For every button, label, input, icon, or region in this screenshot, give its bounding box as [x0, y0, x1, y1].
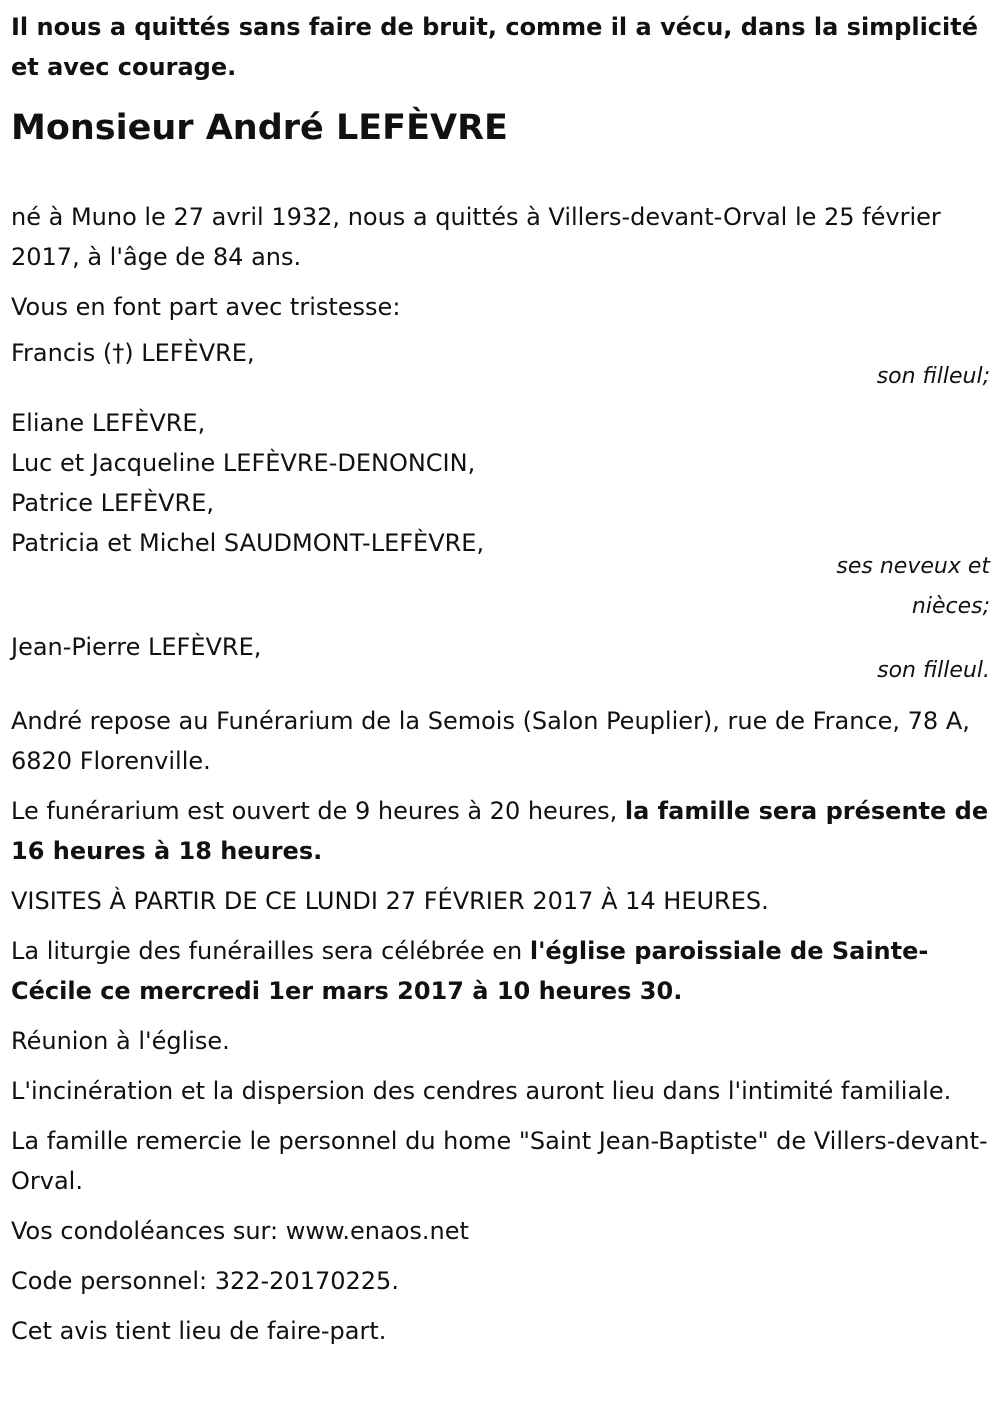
family-name: Eliane LEFÈVRE,: [11, 409, 206, 437]
family-francis: [11, 333, 990, 397]
personal-code: Code personnel: 322-20170225.: [11, 1267, 399, 1295]
epigraph: Il nous a quittés sans faire de bruit, comme il a vécu, dans la simplicité et avec courage.: [11, 13, 979, 81]
family-name: Patricia et Michel SAUDMONT-LEFÈVRE,: [11, 529, 485, 557]
liturgy-text: La liturgie des funérailles sera célébrée en: [11, 937, 530, 965]
family-name: Jean-Pierre LEFÈVRE,: [11, 633, 262, 661]
visits-info: VISITES À PARTIR DE CE LUNDI 27 FÉVRIER 2017 À 14 HEURES.: [11, 887, 769, 915]
liturgy-info: [11, 931, 990, 1011]
family-name: Francis (†) LEFÈVRE,: [11, 339, 255, 367]
family-name: Luc et Jacqueline LEFÈVRE-DENONCIN,: [11, 449, 476, 477]
deceased-name: Monsieur André LEFÈVRE: [11, 108, 508, 148]
closing-note: Cet avis tient lieu de faire-part.: [11, 1317, 387, 1345]
thanks-info: La famille remercie le personnel du home "Saint Jean-Baptiste" de Villers-devant-Orval.: [11, 1127, 988, 1195]
birth-death-info: né à Muno le 27 avril 1932, nous a quittés à Villers-devant-Orval le 25 février 2017, à l'âge de 84 ans.: [11, 203, 941, 271]
liturgy-place-date: l'église paroissiale de Sainte-Cécile ce mercredi 1er mars 2017 à 10 heures 30.: [11, 937, 929, 1005]
family-relation: son filleul.: [877, 658, 990, 683]
family-relation: son filleul;: [876, 364, 990, 389]
opening-hours-text: Le funérarium est ouvert de 9 heures à 20 heures,: [11, 797, 625, 825]
opening-hours: [11, 791, 990, 871]
family-group: [11, 403, 990, 627]
cremation-info: L'incinération et la dispersion des cendres auront lieu dans l'intimité familiale.: [11, 1077, 952, 1105]
condolences-info: Vos condoléances sur: www.enaos.net: [11, 1217, 469, 1245]
family-name: Patrice LEFÈVRE,: [11, 489, 215, 517]
family-relation: ses neveux et nièces;: [836, 554, 990, 619]
family-jeanpierre: [11, 627, 990, 691]
family-presence: la famille sera présente de 16 heures à 18 heures.: [11, 797, 989, 865]
meeting-info: Réunion à l'église.: [11, 1027, 230, 1055]
announcement: Vous en font part avec tristesse:: [11, 293, 401, 321]
repose-info: André repose au Funérarium de la Semois (Salon Peuplier), rue de France, 78 A, 6820 Florenville.: [11, 707, 970, 775]
